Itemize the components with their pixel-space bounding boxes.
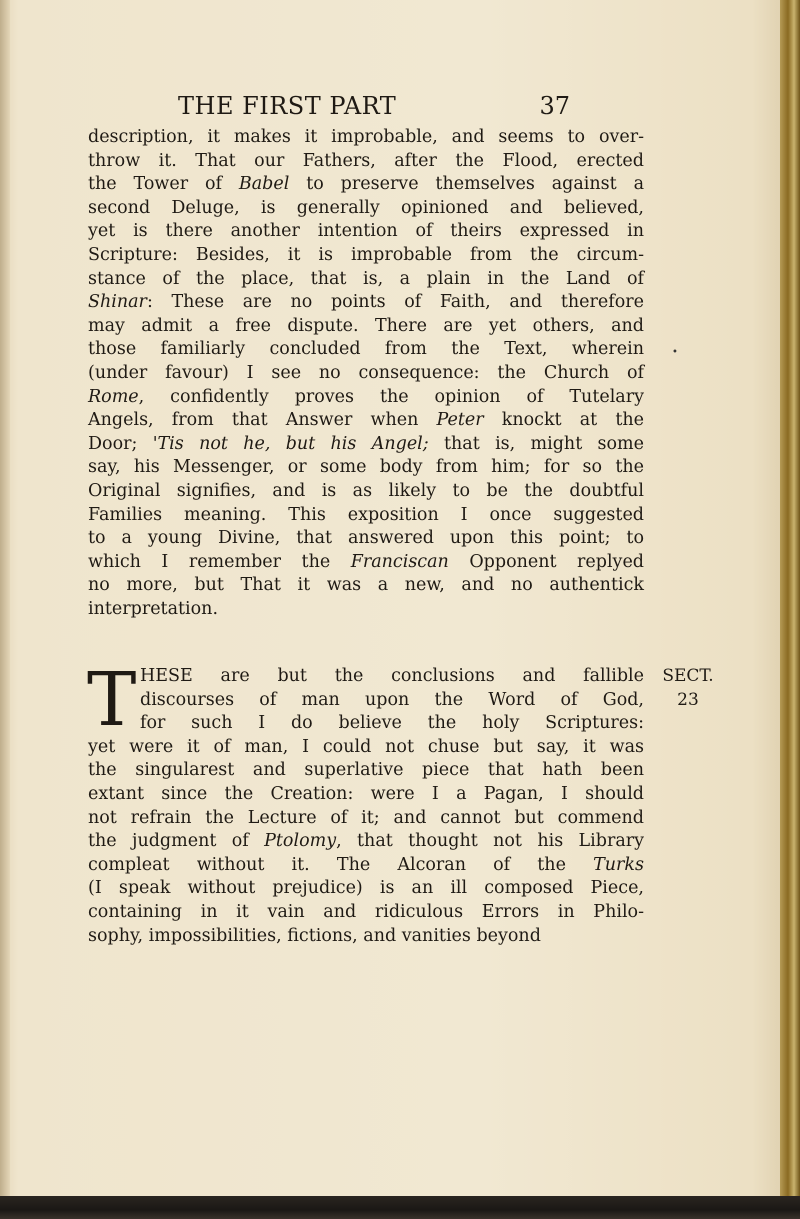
text-run: yet were it of man, I could not chuse but say, it was bbox=[88, 736, 644, 757]
text-run: not refrain the Lecture of it; and cannot but commend bbox=[88, 807, 644, 828]
text-line bbox=[88, 901, 644, 925]
text-line bbox=[88, 220, 644, 244]
text-line bbox=[88, 409, 644, 433]
text-run: sophy, impossibilities, fictions, and vanities beyond bbox=[88, 925, 541, 946]
text-run: no more, but That it was a new, and no authentick bbox=[88, 575, 644, 596]
text-run: description, it makes it improbable, and seems to over- bbox=[88, 127, 644, 147]
text-run: that is, might some bbox=[428, 433, 645, 454]
text-run: discourses of man upon the Word of God, bbox=[140, 689, 644, 710]
page-gutter bbox=[0, 0, 10, 1219]
italic-text: Ptolomy bbox=[264, 831, 337, 852]
running-head: THE FIRST PART bbox=[178, 92, 397, 120]
text-run: knockt at the bbox=[483, 410, 644, 431]
text-run: HESE are but the conclusions and fallible bbox=[140, 666, 644, 686]
page-number: 37 bbox=[539, 92, 570, 120]
text-line bbox=[88, 433, 644, 457]
text-run: Original signifies, and is as likely to be the doubtful bbox=[88, 480, 644, 501]
text-line bbox=[88, 291, 644, 315]
italic-text: Rome bbox=[88, 386, 139, 407]
text-run: the judgment of bbox=[88, 831, 265, 852]
text-run: may admit a free dispute. There are yet others, and bbox=[88, 315, 644, 336]
text-line bbox=[88, 480, 644, 504]
text-run: compleat without it. The Alcoran of the bbox=[88, 854, 594, 875]
text-line bbox=[88, 197, 644, 221]
text-line bbox=[88, 877, 644, 901]
text-line bbox=[88, 783, 644, 807]
text-line bbox=[88, 338, 644, 362]
paragraph-2 bbox=[87, 657, 645, 948]
text-run: extant since the Creation: were I a Pagan, I should bbox=[88, 783, 644, 804]
section-sidenote bbox=[648, 665, 728, 712]
italic-text: Shinar bbox=[88, 292, 147, 313]
text-line bbox=[88, 574, 644, 598]
text-line bbox=[88, 173, 644, 197]
text-line bbox=[88, 456, 644, 480]
text-run: stance of the place, that is, a plain in the Land of bbox=[88, 268, 644, 289]
book-binding-edge bbox=[780, 0, 800, 1219]
section-number: 23 bbox=[677, 689, 699, 710]
text-run: throw it. That our Fathers, after the Flood, erected bbox=[88, 150, 644, 171]
text-line bbox=[88, 126, 644, 150]
text-line bbox=[88, 759, 644, 783]
italic-text: Turks bbox=[593, 854, 644, 875]
text-run: Scripture: Besides, it is improbable from the circum- bbox=[88, 244, 644, 265]
text-line bbox=[88, 386, 644, 410]
section-label: SECT. bbox=[662, 666, 714, 686]
text-run: Opponent replyed bbox=[448, 551, 645, 572]
text-line bbox=[88, 244, 644, 268]
text-line bbox=[88, 665, 644, 689]
text-run: the singularest and superlative piece that hath been bbox=[88, 760, 644, 781]
page-header bbox=[178, 92, 570, 126]
text-line bbox=[88, 854, 644, 878]
page-bottom-edge bbox=[0, 1196, 800, 1219]
italic-text: Franciscan bbox=[350, 551, 449, 572]
text-line bbox=[88, 807, 644, 831]
text-run: Angels, from that Answer when bbox=[88, 410, 437, 431]
text-run: to a young Divine, that answered upon this point; to bbox=[88, 528, 644, 549]
text-line bbox=[88, 551, 644, 575]
text-run: containing in it vain and ridiculous Errors in Philo- bbox=[88, 901, 644, 922]
text-run: : These are no points of Faith, and therefore bbox=[146, 292, 644, 313]
text-run: those familiarly concluded from the Text, wherein bbox=[88, 339, 644, 360]
text-line bbox=[88, 830, 644, 854]
paragraph-1 bbox=[88, 126, 644, 621]
text-line bbox=[88, 268, 644, 292]
text-line bbox=[88, 150, 644, 174]
text-run: (under favour) I see no consequence: the Church of bbox=[88, 362, 644, 383]
margin-mark: • bbox=[672, 347, 678, 358]
text-run: which I remember the bbox=[88, 551, 351, 572]
text-line bbox=[88, 689, 644, 713]
text-run: Door; bbox=[88, 433, 153, 454]
text-run: Families meaning. This exposition I once suggested bbox=[88, 504, 644, 525]
text-line bbox=[88, 598, 644, 622]
text-run: for such I do believe the holy Scriptures: bbox=[140, 713, 644, 734]
text-run: to preserve themselves against a bbox=[289, 174, 645, 195]
text-run: say, his Messenger, or some body from him; for so the bbox=[88, 457, 644, 478]
text-line bbox=[88, 925, 644, 949]
text-line bbox=[88, 315, 644, 339]
text-run: the Tower of bbox=[88, 174, 239, 195]
italic-text: 'Tis not he, but his Angel; bbox=[152, 433, 429, 454]
text-line bbox=[88, 527, 644, 551]
text-run: yet is there another intention of theirs expressed in bbox=[88, 221, 644, 242]
italic-text: Peter bbox=[436, 410, 484, 431]
italic-text: Babel bbox=[238, 174, 290, 195]
text-run: interpretation. bbox=[88, 598, 219, 619]
text-line bbox=[88, 712, 644, 736]
text-run: , confidently proves the opinion of Tutelary bbox=[138, 386, 644, 407]
text-run: (I speak without prejudice) is an ill composed Piece, bbox=[88, 878, 644, 899]
text-line bbox=[88, 362, 644, 386]
text-line bbox=[88, 736, 644, 760]
text-run: second Deluge, is generally opinioned and believed, bbox=[88, 197, 644, 218]
text-line bbox=[88, 504, 644, 528]
text-run: , that thought not his Library bbox=[336, 831, 645, 852]
drop-cap: T bbox=[87, 657, 137, 743]
